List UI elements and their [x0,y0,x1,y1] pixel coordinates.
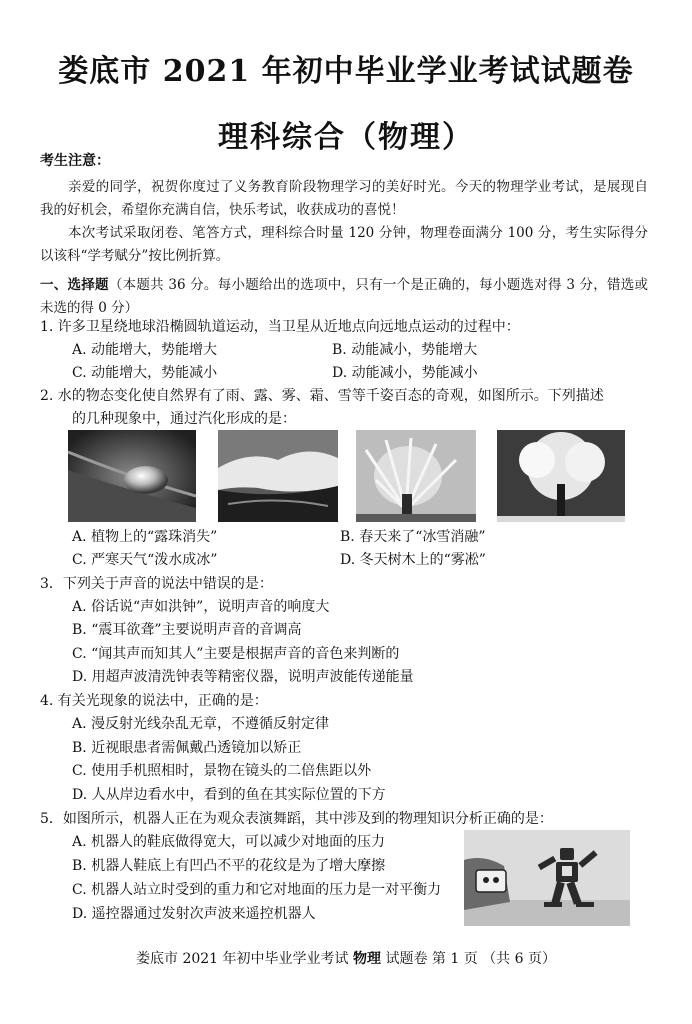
question-5-option-d: D. 遥控器通过发射次声波来遥控机器人 [72,906,316,922]
question-5-stem: 5．如图所示，机器人正在为观众表演舞蹈，其中涉及到的物理知识分析正确的是： [40,811,553,827]
question-3-stem: 3．下列关于声音的说法中错误的是： [40,576,273,592]
question-2-option-d: D. 冬天树木上的“雾凇” [340,552,486,568]
footer-left-text: 娄底市 2021 年初中毕业学业考试 [136,951,349,967]
question-1-option-d: D. 动能减小，势能减小 [332,365,478,381]
question-2-stem: 2. 水的物态变化使自然界有了雨、露、雾、霜、雪等千姿百态的奇观，如图所示。下列描述 [40,388,604,404]
question-1-stem: 1. 许多卫星绕地球沿椭圆轨道运动，当卫星从近地点向远地点运动的过程中： [40,319,520,335]
notice-heading: 考生注意： [40,153,110,169]
question-4-option-c: C. 使用手机照相时，景物在镜头的二倍焦距以外 [72,763,372,779]
question-3-option-d: D. 用超声波清洗钟表等精密仪器，说明声波能传递能量 [72,669,414,685]
question-1-option-c: C. 动能增大，势能减小 [72,365,218,381]
dewdrop-photo [68,430,196,522]
question-5-option-b: B. 机器人鞋底上有凹凸不平的花纹是为了增大摩擦 [72,858,386,874]
question-4-option-b: B. 近视眼患者需佩戴凸透镜加以矫正 [72,740,302,756]
page-footer [0,948,692,968]
question-1-option-b: B. 动能减小，势能增大 [332,342,478,358]
question-3-option-a: A. 俗话说“声如洪钟”，说明声音的响度大 [72,599,330,615]
question-3-option-b: B. “震耳欲聋”主要说明声音的音调高 [72,622,302,638]
question-2-option-a: A. 植物上的“露珠消失” [72,529,218,545]
robot-photo [464,830,630,926]
notice-paragraph-2: 本次考试采取闭卷、笔答方式，理科综合时量 120 分钟，物理卷面满分 100 分，考生实际得分以该科“学考赋分”按比例折算。 [40,225,648,264]
section-1-heading: 一、选择题 [40,277,109,293]
footer-subject: 物理 [353,951,381,967]
question-1-option-a: A. 动能增大，势能增大 [72,342,218,358]
footer-page-info: 试题卷 第 1 页 （共 6 页） [385,951,556,967]
question-5-option-a: A. 机器人的鞋底做得宽大，可以减少对地面的压力 [72,834,386,850]
question-5-option-c: C. 机器人站立时受到的重力和它对地面的压力是一对平衡力 [72,882,442,898]
section-1-header [40,274,648,320]
question-4-option-a: A. 漫反射光线杂乱无章，不遵循反射定律 [72,716,330,732]
exam-title: 娄底市 2021 年初中毕业学业考试试题卷 [58,54,634,89]
question-2-option-c: C. 严寒天气“泼水成冰” [72,552,218,568]
exam-subtitle: 理科综合（物理） [218,120,474,155]
water-to-ice-photo [356,430,476,522]
notice-paragraph-1: 亲爱的同学，祝贺你度过了义务教育阶段物理学习的美好时光。今天的物理学业考试，是展现自我的好机会，希望你充满自信，快乐考试，收获成功的喜悦！ [40,179,648,218]
question-2-option-b: B. 春天来了“冰雪消融” [340,529,486,545]
rime-tree-photo [497,430,625,522]
question-3-option-c: C. “闻其声而知其人”主要是根据声音的音色来判断的 [72,646,400,662]
question-4-option-d: D. 人从岸边看水中，看到的鱼在其实际位置的下方 [72,787,386,803]
section-1-description: （本题共 36 分。每小题给出的选项中，只有一个是正确的，每小题选对得 3 分，错选或未选的得 0 分） [40,277,649,316]
question-2-stem-continued: 的几种现象中，通过汽化形成的是： [72,411,296,427]
ice-melting-photo [218,430,338,522]
question-4-stem: 4. 有关光现象的说法中，正确的是： [40,693,268,709]
